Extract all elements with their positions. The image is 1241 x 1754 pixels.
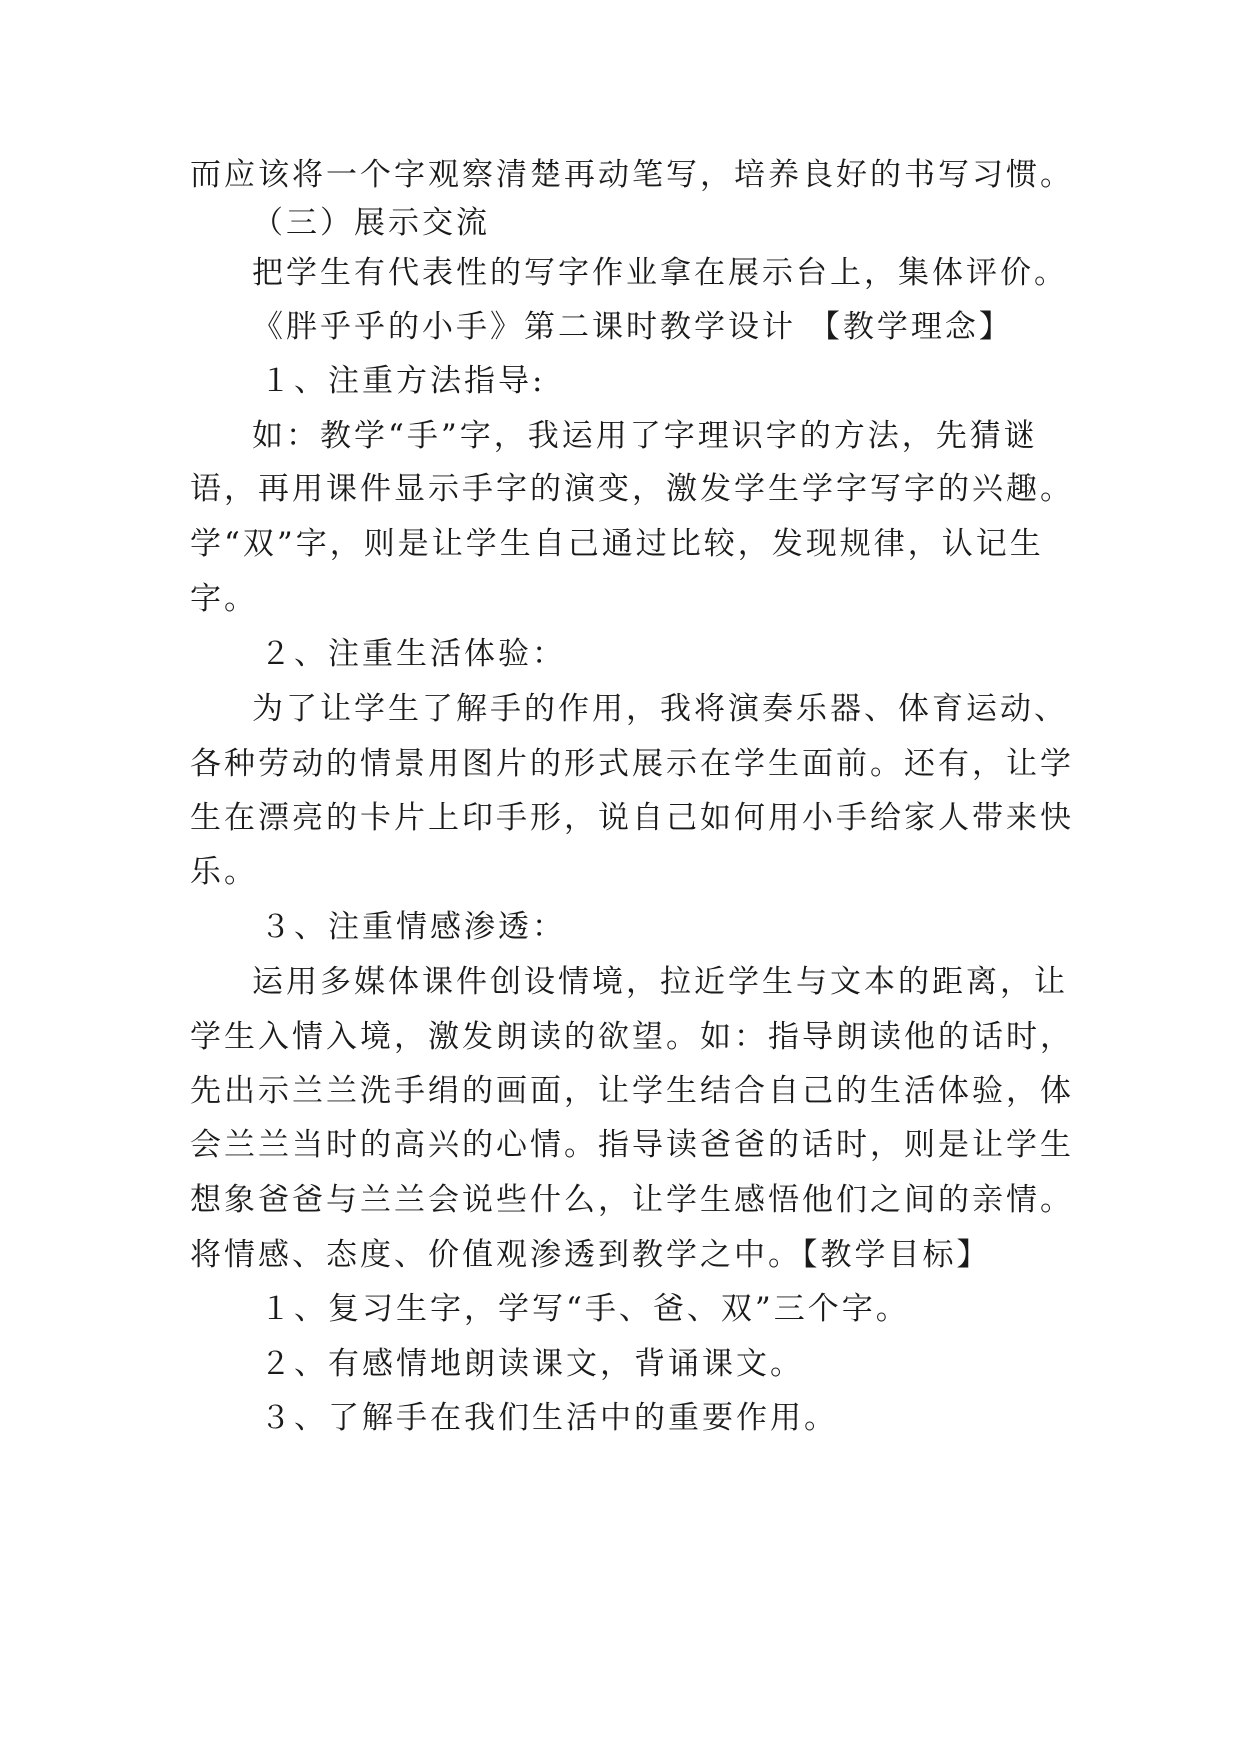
point-heading: ２、注重生活体验： xyxy=(260,636,566,672)
text-line: 把学生有代表性的写字作业拿在展示台上，集体评价。 xyxy=(252,255,1068,291)
text-line: 先出示兰兰洗手绢的画面，让学生结合自己的生活体验，体 xyxy=(190,1073,1074,1109)
text-line: 为了让学生了解手的作用，我将演奏乐器、体育运动、 xyxy=(252,691,1068,727)
text-line: 学生入情入境，激发朗读的欲望。如：指导朗读他的话时， xyxy=(190,1019,1074,1055)
goal-item: ３、了解手在我们生活中的重要作用。 xyxy=(260,1400,838,1436)
text-line: 而应该将一个字观察清楚再动笔写，培养良好的书写习惯。 xyxy=(190,157,1074,193)
text-line: 想象爸爸与兰兰会说些什么，让学生感悟他们之间的亲情。 xyxy=(190,1182,1074,1218)
text-line: 语，再用课件显示手字的演变，激发学生学字写字的兴趣。 xyxy=(190,471,1074,507)
text-line: 如：教学“手”字，我运用了字理识字的方法，先猜谜 xyxy=(252,418,1038,454)
text-line: 运用多媒体课件创设情境，拉近学生与文本的距离，让 xyxy=(252,964,1068,1000)
section-heading: （三）展示交流 xyxy=(252,205,490,241)
text-line: 学“双”字，则是让学生自己通过比较，发现规律，认记生 xyxy=(190,526,1044,562)
goal-item: ２、有感情地朗读课文，背诵课文。 xyxy=(260,1346,804,1382)
text-line: 将情感、态度、价值观渗透到教学之中。【教学目标】 xyxy=(190,1237,991,1273)
text-line: 各种劳动的情景用图片的形式展示在学生面前。还有，让学 xyxy=(190,746,1074,782)
text-line: 乐。 xyxy=(190,854,258,890)
point-heading: ３、注重情感渗透： xyxy=(260,909,566,945)
point-heading: １、注重方法指导: xyxy=(260,363,546,399)
text-line: 生在漂亮的卡片上印手形，说自己如何用小手给家人带来快 xyxy=(190,800,1074,836)
text-line: 字。 xyxy=(190,581,258,617)
title-line: 《胖乎乎的小手》第二课时教学设计 【教学理念】 xyxy=(252,309,1013,345)
goal-item: １、复习生字，学写“手、爸、双”三个字。 xyxy=(260,1291,910,1327)
text-line: 会兰兰当时的高兴的心情。指导读爸爸的话时，则是让学生 xyxy=(190,1127,1074,1163)
